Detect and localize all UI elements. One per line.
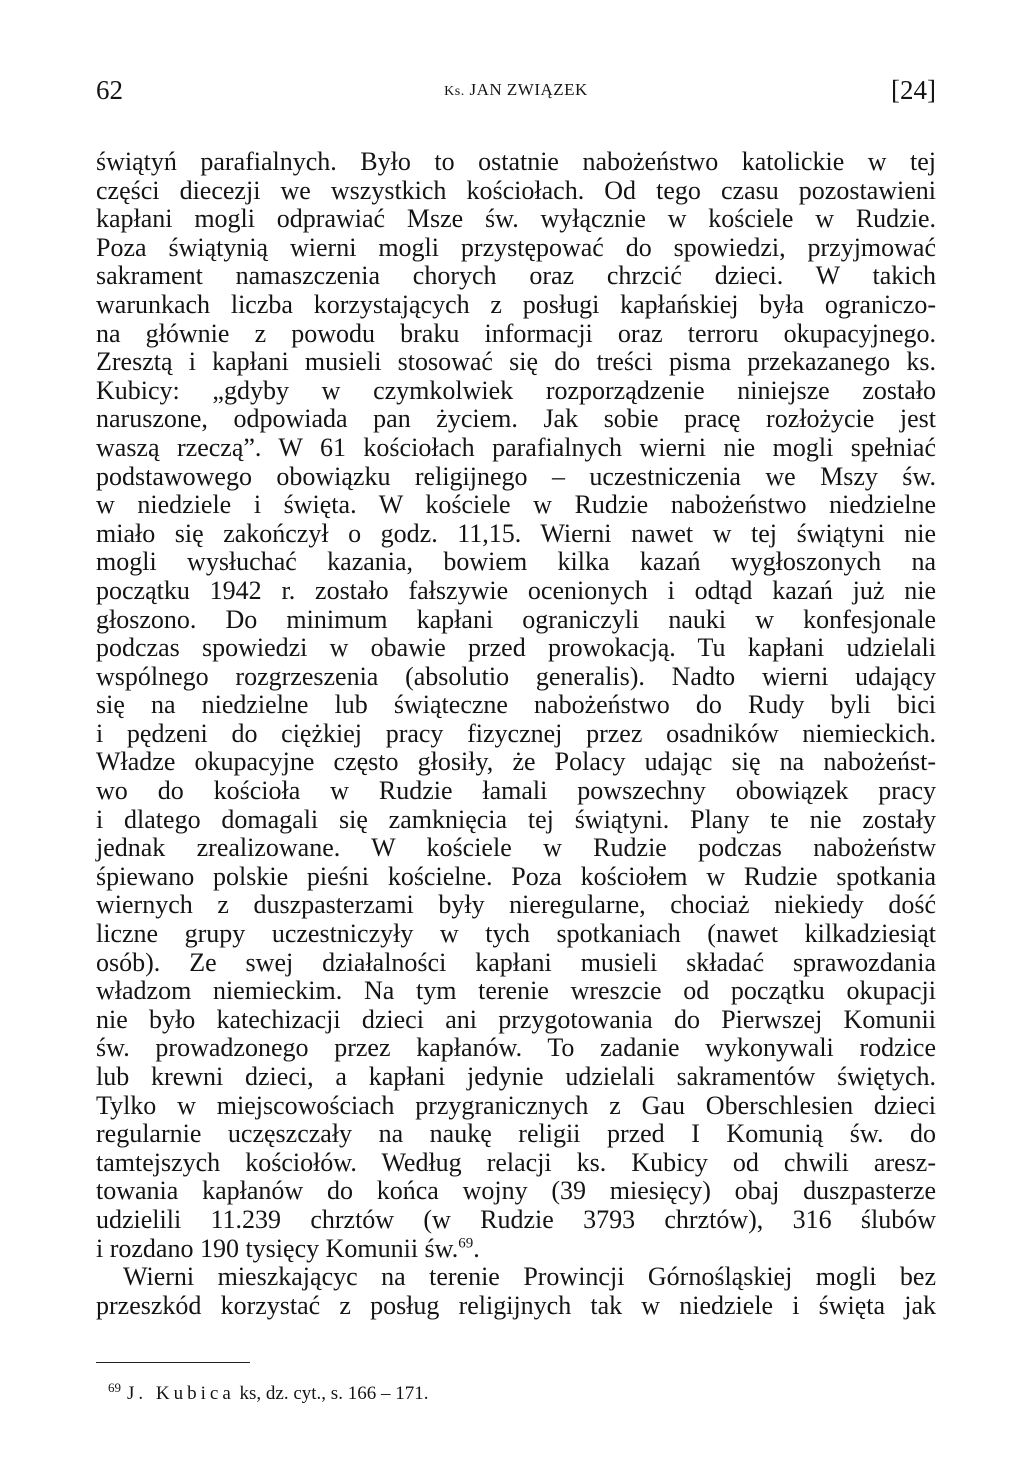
text-line: i rozdano 190 tysięcy Komunii św. bbox=[96, 1233, 459, 1263]
text-line: miało się zakończył o godz. 11,15. Wierni nawet w tej świątyni nie bbox=[96, 518, 936, 548]
footnote-separator bbox=[96, 1362, 250, 1363]
text-line: Zresztą i kapłani musieli stosować się do treści pisma przekazanego ks. bbox=[96, 347, 936, 377]
footnote-author: J. Kubica bbox=[127, 1383, 235, 1404]
text-line: części diecezji we wszystkich kościołach. Od tego czasu pozostawieni bbox=[96, 175, 936, 205]
text-line: wiernych z duszpasterzami były nieregularne, chociaż niekiedy dość bbox=[96, 890, 936, 920]
text-line: lub krewni dzieci, a kapłani jedynie udzielali sakramentów świętych. bbox=[96, 1062, 936, 1091]
text-line: waszą rzeczą”. W 61 kościołach parafialnych wierni nie mogli spełniać bbox=[96, 432, 936, 462]
text-line: sakrament namaszczenia chorych oraz chrzcić dzieci. W takich bbox=[96, 261, 936, 291]
text-line: początku 1942 r. zostało fałszywie ocenionych i odtąd kazań już nie bbox=[96, 575, 936, 605]
text-line: i dlatego domagali się zamknięcia tej świątyni. Plany te nie zostały bbox=[96, 804, 936, 834]
text-line: i pędzeni do ciężkiej pracy fizycznej przez osadników niemieckich. bbox=[96, 718, 936, 748]
text-line: władzom niemieckim. Na tym terenie wreszcie od początku okupacji bbox=[96, 976, 936, 1006]
page-header bbox=[96, 72, 936, 112]
text-line: jednak zrealizowane. W kościele w Rudzie podczas nabożeństw bbox=[96, 833, 936, 863]
text-line: osób). Ze swej działalności kapłani musieli składać sprawozdania bbox=[96, 947, 936, 977]
text-line: Tylko w miejscowościach przygranicznych z Gau Oberschlesien dzieci bbox=[96, 1090, 936, 1120]
running-head-author: JAN ZWIĄZEK bbox=[469, 80, 588, 99]
text-line: mogli wysłuchać kazania, bowiem kilka kazań wygłoszonych na bbox=[96, 547, 936, 577]
text-line: na głównie z powodu braku informacji oraz terroru okupacyjnego. bbox=[96, 318, 936, 348]
text-line: kapłani mogli odprawiać Msze św. wyłącznie w kościele w Rudzie. bbox=[96, 204, 936, 234]
footnote bbox=[96, 1380, 936, 1408]
footnote-number: 69 bbox=[108, 1379, 121, 1395]
page-number: 62 bbox=[96, 75, 123, 105]
text-line: nie było katechizacji dzieci ani przygotowania do Pierwszej Komunii bbox=[96, 1004, 936, 1034]
section-number: [24] bbox=[891, 75, 936, 105]
text-line: towania kapłanów do końca wojny (39 miesięcy) obaj duszpasterze bbox=[96, 1176, 936, 1206]
running-head-prefix: Ks. bbox=[444, 84, 465, 99]
text-line: wspólnego rozgrzeszenia (absolutio generalis). Nadto wierni udający bbox=[96, 661, 936, 691]
footnote-reference[interactable]: 69 bbox=[458, 1234, 474, 1251]
text-line: regularnie uczęszczały na naukę religii przed I Komunią św. do bbox=[96, 1119, 936, 1149]
text-line: podczas spowiedzi w obawie przed prowokacją. Tu kapłani udzielali bbox=[96, 633, 936, 663]
paragraph-last-line bbox=[96, 1235, 936, 1264]
text-line: św. prowadzonego przez kapłanów. To zadanie wykonywali rodzice bbox=[96, 1033, 936, 1063]
text-line: w niedziele i święta. W kościele w Rudzie nabożeństwo niedzielne bbox=[96, 490, 936, 520]
text-line: śpiewano polskie pieśni kościelne. Poza kościołem w Rudzie spotkania bbox=[96, 861, 936, 891]
text-line: świątyń parafialnych. Było to ostatnie nabożeństwo katolickie w tej bbox=[96, 147, 936, 176]
text-line: wo do kościoła w Rudzie łamali powszechny obowiązek pracy bbox=[96, 776, 936, 806]
text-line: Poza świątynią wierni mogli przystępować do spowiedzi, przyjmować bbox=[96, 232, 936, 262]
text-line: podstawowego obowiązku religijnego – uczestniczenia we Mszy św. bbox=[96, 461, 936, 491]
text-line: Władze okupacyjne często głosiły, że Polacy udając się na nabożeńst- bbox=[96, 747, 936, 777]
text-line: naruszone, odpowiada pan życiem. Jak sobie pracę rozłożycie jest bbox=[96, 404, 936, 434]
paragraph bbox=[96, 148, 936, 1235]
text-line: Kubicy: „gdyby w czymkolwiek rozporządzenie niniejsze zostało bbox=[96, 375, 936, 405]
text-line: liczne grupy uczestniczyły w tych spotkaniach (nawet kilkadziesiąt bbox=[96, 919, 936, 949]
text-line: się na niedzielne lub świąteczne nabożeństwo do Rudy byli bici bbox=[96, 690, 936, 720]
text-line: przeszkód korzystać z posług religijnych tak w niedziele i święta jak bbox=[96, 1290, 936, 1320]
text-line-end: . bbox=[473, 1233, 480, 1263]
running-head bbox=[96, 76, 936, 106]
text-line: głoszono. Do minimum kapłani ograniczyli nauki w konfesjonale bbox=[96, 604, 936, 634]
text-line: udzielili 11.239 chrztów (w Rudzie 3793 chrztów), 316 ślubów bbox=[96, 1204, 936, 1234]
footnote-text: ks, dz. cyt., s. 166 – 171. bbox=[234, 1383, 429, 1404]
body-text bbox=[96, 148, 936, 1320]
text-line: tamtejszych kościołów. Według relacji ks. Kubicy od chwili aresz- bbox=[96, 1147, 936, 1177]
paragraph bbox=[96, 1263, 936, 1320]
text-line: Wierni mieszkającyc na terenie Prowincji Górnośląskiej mogli bez bbox=[123, 1262, 936, 1292]
text-line: warunkach liczba korzystających z posługi kapłańskiej była ograniczo- bbox=[96, 289, 936, 319]
